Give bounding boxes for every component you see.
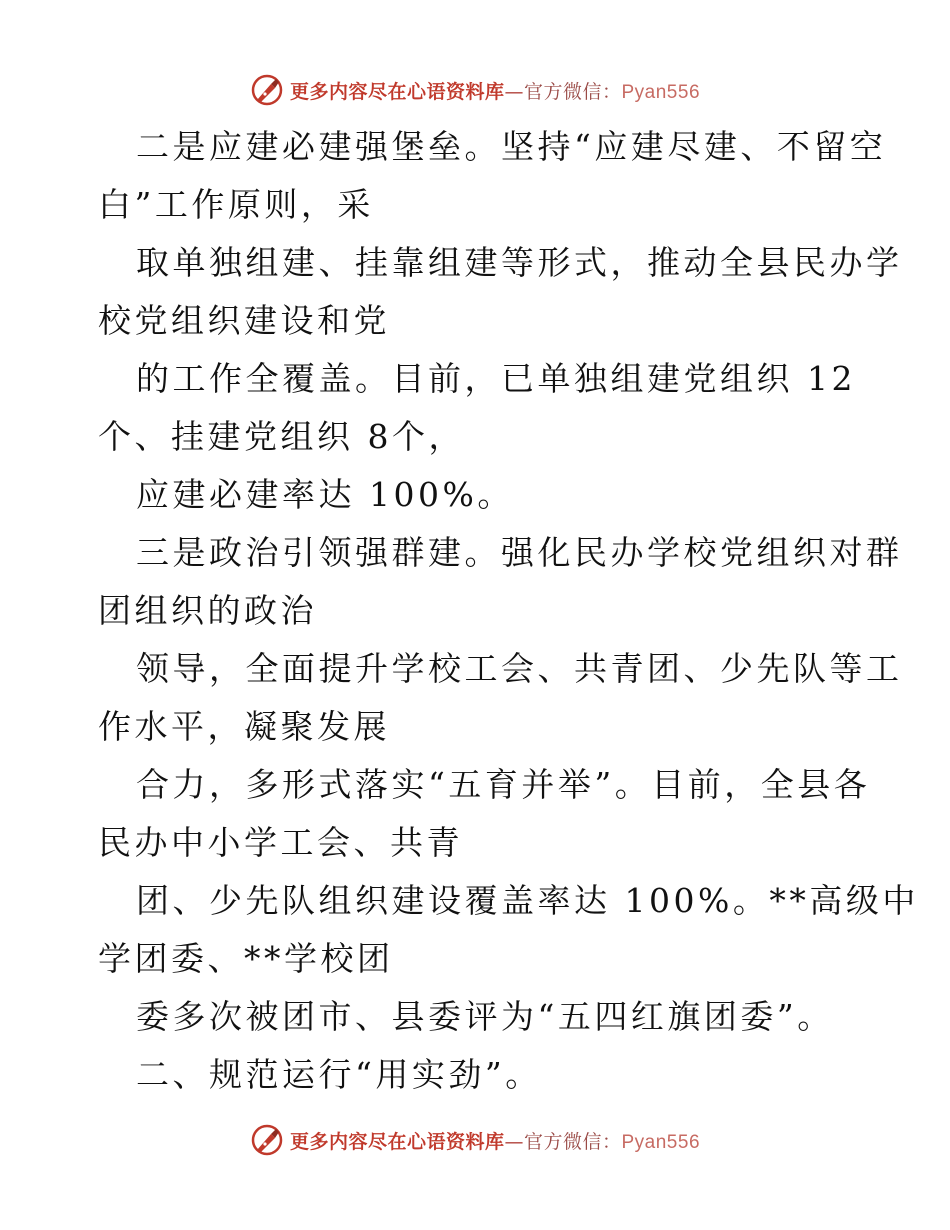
pen-nib-logo-icon <box>250 73 284 107</box>
text-line: 应建必建率达 100%。 <box>136 475 514 514</box>
banner-label: 官方微信： <box>523 1130 622 1153</box>
text-line: 委多次被团市、县委评为“五四红旗团委”。 <box>136 997 834 1036</box>
banner-dash: — <box>504 80 524 103</box>
footer-banner <box>0 1120 950 1160</box>
text-line: 民办中小学工会、共青 <box>98 823 463 862</box>
text-line: 二是应建必建强堡垒。坚持“应建尽建、不留空 <box>136 127 887 166</box>
banner-main-text: 更多内容尽在心语资料库 <box>289 80 505 103</box>
text-line: 团、少先队组织建设覆盖率达 100%。**高级中 <box>136 881 919 920</box>
text-line: 取单独组建、挂靠组建等形式，推动全县民办学 <box>136 243 903 282</box>
text-line: 个、挂建党组织 8个， <box>98 417 465 456</box>
banner-main-text: 更多内容尽在心语资料库 <box>289 1130 505 1153</box>
text-line: 学团委、**学校团 <box>98 939 394 978</box>
text-line: 团组织的政治 <box>98 591 317 630</box>
text-line: 作水平，凝聚发展 <box>98 707 390 746</box>
banner-label: 官方微信： <box>523 80 622 103</box>
text-line: 白”工作原则，采 <box>98 185 374 224</box>
banner-wechat-id: Pyan556 <box>621 1131 701 1153</box>
footer-banner-text <box>290 1127 700 1154</box>
banner-dash: — <box>504 1130 524 1153</box>
text-line: 二、规范运行“用实劲”。 <box>136 1055 542 1094</box>
header-banner-text <box>290 77 700 104</box>
text-line: 领导，全面提升学校工会、共青团、少先队等工 <box>136 649 903 688</box>
text-line: 合力，多形式落实“五育并举”。目前，全县各 <box>136 765 871 804</box>
document-body <box>98 118 919 1104</box>
pen-nib-logo-icon <box>250 1123 284 1157</box>
text-line: 的工作全覆盖。目前，已单独组建党组织 12 <box>136 359 856 398</box>
text-line: 三是政治引领强群建。强化民办学校党组织对群 <box>136 533 903 572</box>
banner-wechat-id: Pyan556 <box>621 81 701 103</box>
header-banner <box>0 70 950 110</box>
text-line: 校党组织建设和党 <box>98 301 390 340</box>
